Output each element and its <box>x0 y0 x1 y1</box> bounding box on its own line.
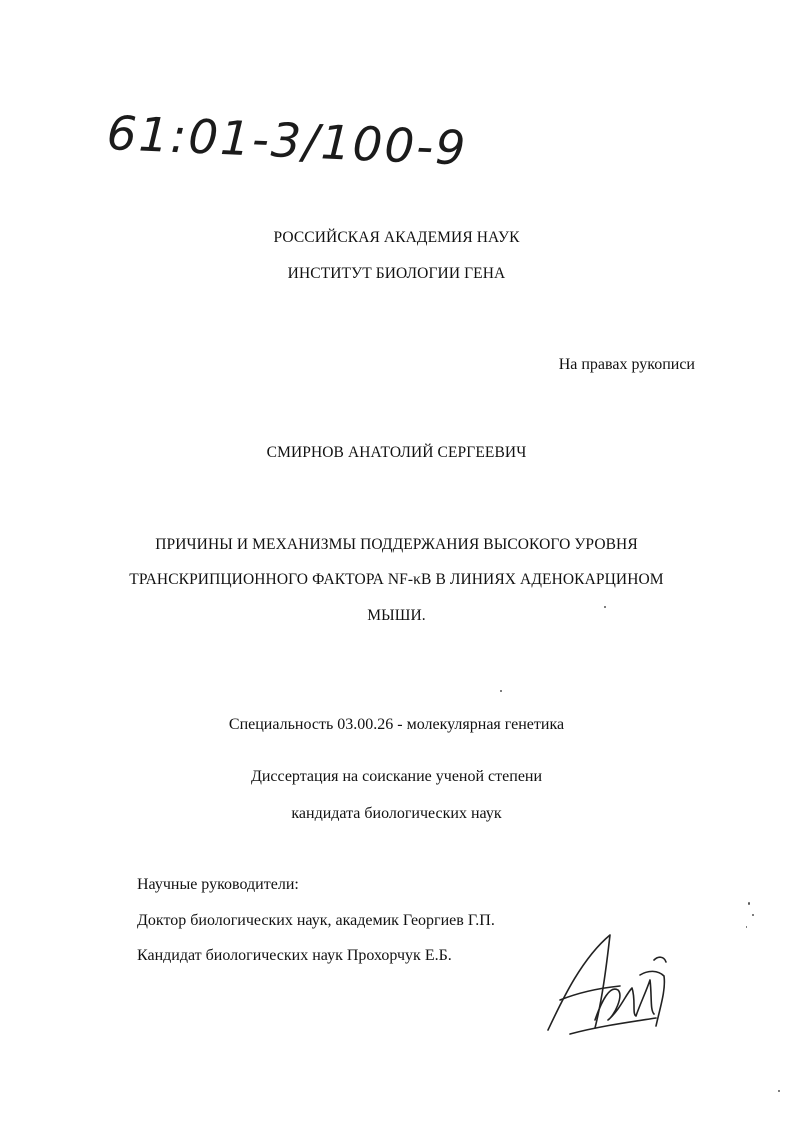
handwritten-archive-number: 61:01-3/100-9 <box>105 106 469 177</box>
advisor-2: Кандидат биологических наук Прохорчук Е.Б. <box>137 947 452 964</box>
rights-note: На правах рукописи <box>558 356 695 373</box>
scan-speck <box>604 606 606 608</box>
author-name: СМИРНОВ АНАТОЛИЙ СЕРГЕЕВИЧ <box>266 444 527 461</box>
signature-image <box>540 930 670 1040</box>
scan-speck <box>752 914 754 916</box>
advisor-1: Доктор биологических наук, академик Георгиев Г.П. <box>137 912 495 929</box>
degree-line-2: кандидата биологических наук <box>291 805 502 822</box>
academy-name: РОССИЙСКАЯ АКАДЕМИЯ НАУК <box>273 229 520 246</box>
institute-name: ИНСТИТУТ БИОЛОГИИ ГЕНА <box>287 265 506 282</box>
specialty: Специальность 03.00.26 - молекулярная генетика <box>228 716 565 733</box>
degree-line-1: Диссертация на соискание ученой степени <box>250 768 543 785</box>
scan-speck <box>500 690 502 692</box>
title-line-1: ПРИЧИНЫ И МЕХАНИЗМЫ ПОДДЕРЖАНИЯ ВЫСОКОГО УРОВНЯ <box>155 536 638 553</box>
title-line-2: ТРАНСКРИПЦИОННОГО ФАКТОРА NF-κB В ЛИНИЯХ АДЕНОКАРЦИНОМ <box>129 571 664 588</box>
scan-speck <box>778 1090 780 1092</box>
advisors-heading: Научные руководители: <box>137 876 299 893</box>
title-line-3: МЫШИ. <box>367 607 426 624</box>
scan-speck <box>746 926 747 928</box>
scan-speck <box>748 902 750 905</box>
